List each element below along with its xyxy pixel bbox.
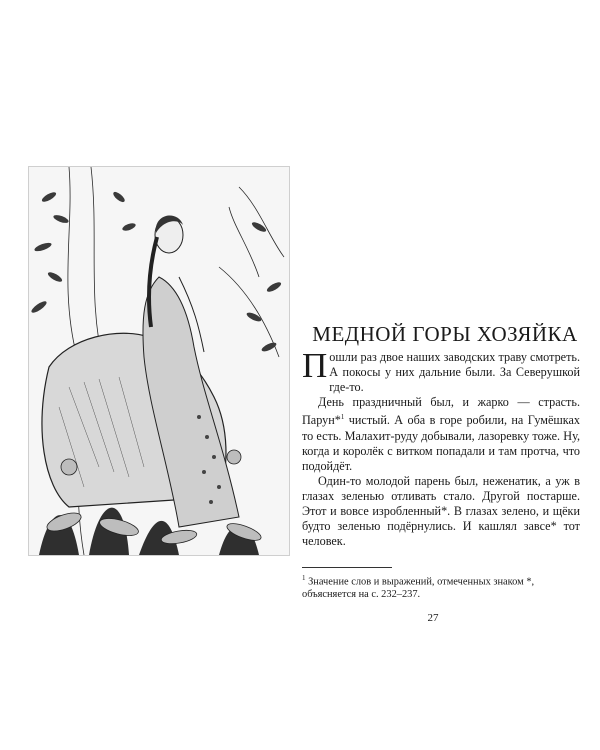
- paragraph-3: Один-то молодой парень был, неженатик, а уж в глазах зеленью отливать стало. Другой постарше. Этот и вовсе изробленный*. В глазах зелено, и щёки будто зеленью подёрнулись. И кашлял завсе* тот человек.: [302, 473, 580, 549]
- paragraph-2-text-b: чистый. А оба в горе робили, на Гумёшках то есть. Малахит-руду добывали, лазоревку тоже. Ну, когда и королёк с витком попадали и там протча, что подойдёт.: [302, 413, 580, 473]
- page-number: 27: [427, 612, 439, 624]
- footnote-text: Значение слов и выражений, отмеченных знаком *, объясняется на с. 232–237.: [302, 576, 535, 600]
- illustration-drawing: [29, 167, 289, 555]
- woman-on-rock-illustration: [28, 166, 290, 556]
- chapter-title: МЕДНОЙ ГОРЫ ХОЗЯЙКА: [312, 322, 578, 346]
- paragraph-1: [302, 346, 580, 395]
- footnote: [302, 572, 580, 601]
- paragraph-1-text: ошли раз двое наших заводских траву смотреть. А покосы у них дальние были. За Северушкой где-то.: [329, 350, 580, 395]
- footnote-divider: [302, 567, 392, 568]
- footnote-marker: 1: [302, 574, 306, 582]
- footnote-reference[interactable]: 1: [340, 413, 345, 422]
- paragraph-2-text-a: День праздничный был, и жарко — страсть. Парун*: [302, 395, 580, 428]
- paragraph-2: [302, 395, 580, 474]
- drop-cap: П: [302, 346, 328, 385]
- body-text: [302, 346, 580, 549]
